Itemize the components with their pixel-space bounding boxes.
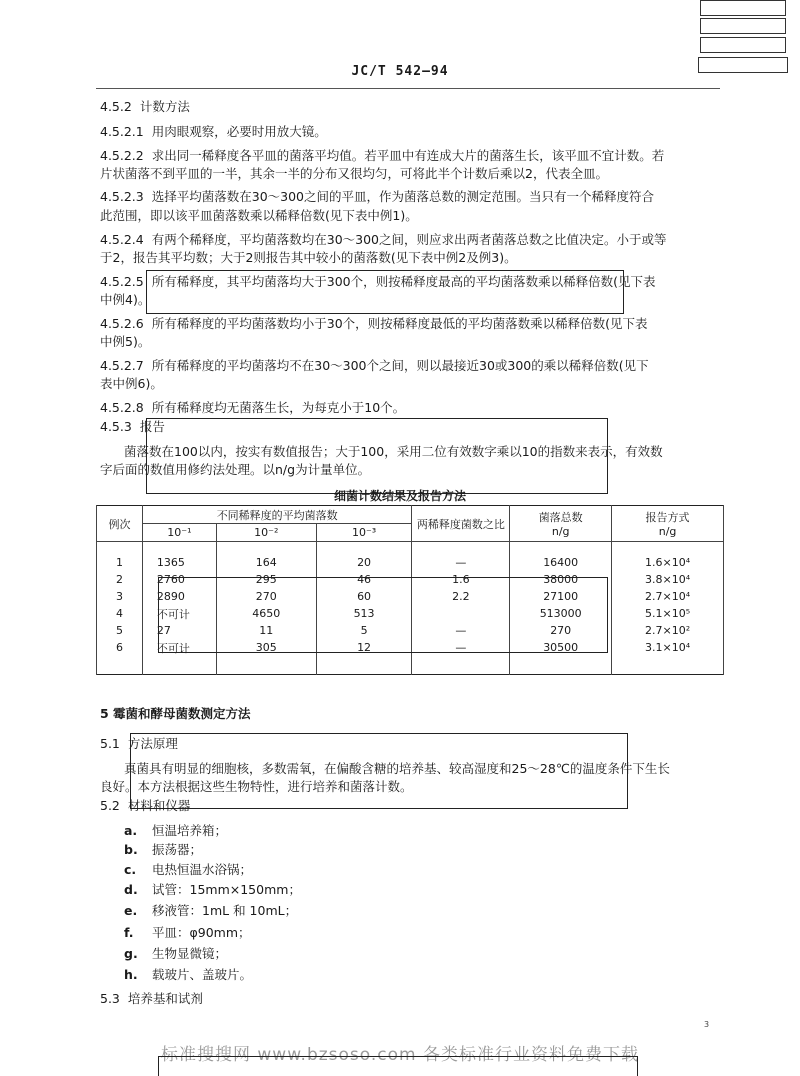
clause-4-5-2-1: 4.5.2.1 用肉眼观察，必要时用放大镜。 bbox=[100, 124, 327, 139]
header-ratio: 两稀释度菌数之比 bbox=[412, 506, 510, 542]
clause-4-5-3: 4.5.3 报告 bbox=[100, 419, 165, 434]
clause-4-5-2-7: 4.5.2.7 所有稀释度的平均菌落均不在30～300个之间，则以最接近30或300的乘以稀释倍数(见下 bbox=[100, 358, 649, 373]
table-caption: 细菌计数结果及报告方法 bbox=[333, 489, 466, 503]
stamp-box-2 bbox=[700, 18, 786, 34]
clause-4-5-2-3: 4.5.2.3 选择平均菌落数在30～300之间的平皿，作为菌落总数的测定范围。当只有一个稀释度符合 bbox=[100, 189, 655, 204]
material-g: g. 生物显微镜； bbox=[124, 946, 228, 961]
material-b: b. 振荡器； bbox=[124, 842, 203, 857]
clause-4-5-2-5: 4.5.2.5 所有稀释度，其平均菌落均大于300个，则按稀释度最高的平均菌落数乘以稀释倍数(见下表 bbox=[100, 274, 656, 289]
table-row: 3 2890 270 60 2.2 27100 2.7×10⁴ bbox=[97, 588, 724, 605]
clause-4-5-2: 4.5.2 计数方法 bbox=[100, 99, 190, 114]
header-case: 例次 bbox=[97, 506, 143, 542]
header-d1: 10⁻¹ bbox=[142, 524, 216, 542]
clause-4-5-2-3-cont: 此范围，即以该平皿菌落数乘以稀释倍数(见下表中例1)。 bbox=[100, 208, 418, 223]
clause-4-5-2-6: 4.5.2.6 所有稀释度的平均菌落数均小于30个，则按稀释度最低的平均菌落数乘以稀释倍数(见下表 bbox=[100, 316, 648, 331]
clause-4-5-2-7-cont: 表中例6)。 bbox=[100, 376, 163, 391]
material-c: c. 电热恒温水浴锅； bbox=[124, 862, 253, 877]
material-f: f. 平皿：φ90mm； bbox=[124, 925, 251, 940]
clause-5-2: 5.2 材料和仪器 bbox=[100, 798, 191, 813]
annotation-box-table bbox=[158, 577, 608, 653]
stamp-box-1 bbox=[700, 0, 786, 16]
header-report: 报告方式 n/g bbox=[612, 506, 724, 542]
clause-4-5-2-4: 4.5.2.4 有两个稀释度，平均菌落数均在30～300之间，则应求出两者菌落总数之比值决定。小于或等 bbox=[100, 232, 667, 247]
header-dilution-group: 不同稀释度的平均菌落数 bbox=[142, 506, 412, 524]
principle-line-1: 真菌具有明显的细胞核，多数需氧，在偏酸含糖的培养基、较高湿度和25～28℃的温度条件下生长 bbox=[124, 761, 670, 776]
header-d3: 10⁻³ bbox=[316, 524, 412, 542]
table-row: 1 1365 164 20 — 16400 1.6×10⁴ bbox=[97, 542, 724, 572]
material-d: d. 试管：15mm×150mm； bbox=[124, 882, 301, 897]
table-row: 2 2760 295 46 1.6 38000 3.8×10⁴ bbox=[97, 571, 724, 588]
material-a: a. 恒温培养箱； bbox=[124, 823, 228, 838]
table-row: 6 不可计 305 12 — 30500 3.1×10⁴ bbox=[97, 639, 724, 675]
report-paragraph-line-1: 菌落数在100以内，按实有数值报告；大于100，采用二位有效数字乘以10的指数来表示，有效数 bbox=[124, 444, 663, 459]
header-d2: 10⁻² bbox=[216, 524, 316, 542]
clause-5-3: 5.3 培养基和试剂 bbox=[100, 991, 203, 1006]
clause-4-5-2-4-cont: 于2，报告其平均数；大于2则报告其中较小的菌落数(见下表中例2及例3)。 bbox=[100, 250, 517, 265]
annotation-box-report bbox=[146, 418, 608, 494]
clause-4-5-2-2: 4.5.2.2 求出同一稀释度各平皿的菌落平均值。若平皿中有连成大片的菌落生长，该平皿不宜计数。若 bbox=[100, 148, 665, 163]
section-5-title: 5 霉菌和酵母菌数测定方法 bbox=[100, 706, 251, 721]
clause-5-1: 5.1 方法原理 bbox=[100, 736, 178, 751]
header-total: 菌落总数 n/g bbox=[510, 506, 612, 542]
standard-code-header: JC/T 542—94 bbox=[351, 64, 449, 79]
material-h: h. 载玻片、盖玻片。 bbox=[124, 967, 253, 982]
clause-4-5-2-6-cont: 中例5)。 bbox=[100, 334, 151, 349]
clause-4-5-2-8: 4.5.2.8 所有稀释度均无菌落生长，为每克小于10个。 bbox=[100, 400, 406, 415]
annotation-box-bottom bbox=[158, 1056, 638, 1076]
annotation-box-4-5-2-5 bbox=[146, 270, 624, 314]
table-row: 5 27 11 5 — 270 2.7×10² bbox=[97, 622, 724, 639]
stamp-box-3 bbox=[700, 37, 786, 53]
page-mark: 3 bbox=[704, 1020, 710, 1029]
header-rule bbox=[96, 88, 720, 89]
watermark-text: 标准搜搜网 www.bzsoso.com 各类标准行业资料免费下载 bbox=[160, 1045, 639, 1065]
material-e: e. 移液管：1mL 和 10mL； bbox=[124, 903, 298, 918]
clause-4-5-2-2-cont: 片状菌落不到平皿的一半，其余一半的分布又很均匀，可将此半个计数后乘以2，代表全皿。 bbox=[100, 166, 608, 181]
clause-4-5-2-5-cont: 中例4)。 bbox=[100, 292, 151, 307]
table-row: 4 不可计 4650 513 513000 5.1×10⁵ bbox=[97, 605, 724, 622]
principle-line-2: 良好。本方法根据这些生物特性，进行培养和菌落计数。 bbox=[100, 779, 413, 794]
report-paragraph-line-2: 字后面的数值用修约法处理。以n/g为计量单位。 bbox=[100, 462, 371, 477]
